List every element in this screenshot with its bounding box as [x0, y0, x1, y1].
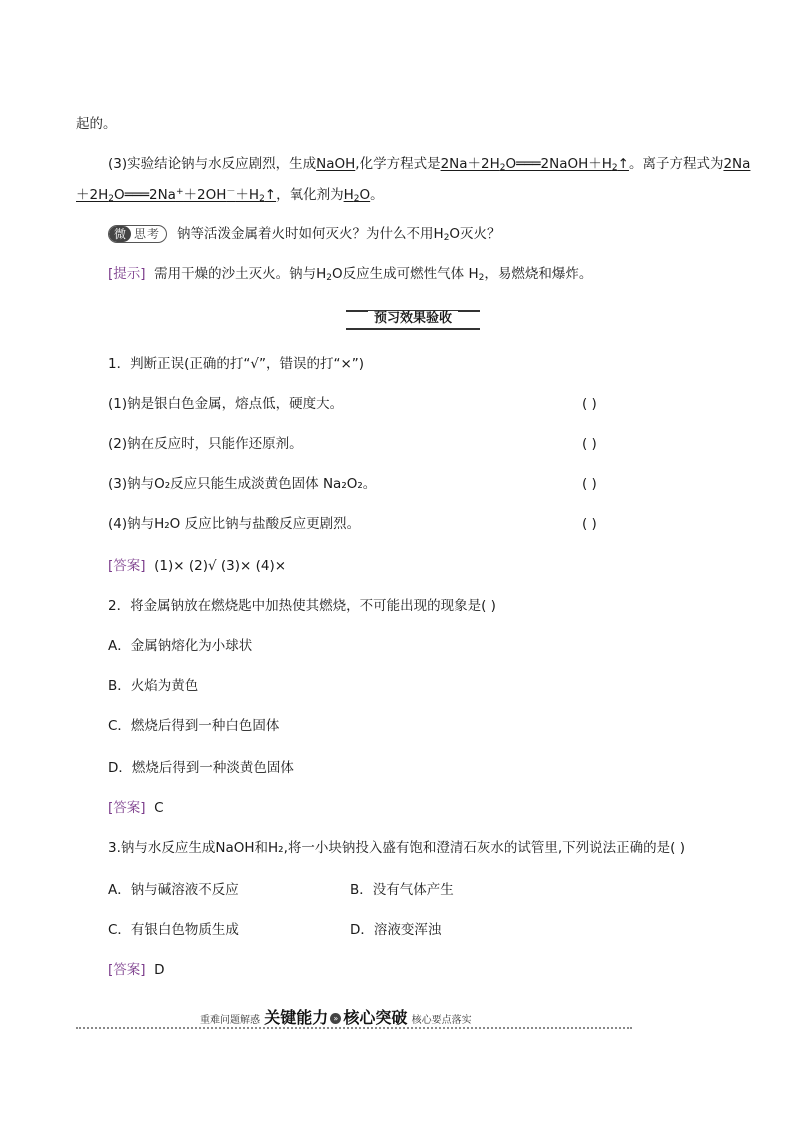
think-hint: [提示] 需用干燥的沙土灭火。钠与$H_2O$反应生成可燃性气体 $H_2$，易燃烧和爆炸。	[108, 266, 593, 283]
q2-option-b: B．火焰为黄色	[108, 678, 199, 694]
paragraph-tail: 起的。	[76, 116, 117, 132]
q2-option-c: C．燃烧后得到一种白色固体	[108, 718, 280, 734]
q3-answer: [答案] D	[108, 962, 165, 978]
double-chevron-icon: »	[330, 1013, 341, 1024]
q1-answer: [答案] (1)× (2)√ (3)× (4)×	[108, 558, 287, 574]
q3-option-d: D．溶液变浑浊	[350, 922, 442, 938]
q3-stem: 3.钠与水反应生成NaOH和H₂,将一小块钠投入盛有饱和澄清石灰水的试管里,下列说法正确的是( )	[108, 840, 685, 856]
section-title: 预习效果验收	[368, 311, 458, 326]
q2-option-a: A．金属钠熔化为小球状	[108, 638, 253, 654]
q1-stem: 1．判断正误(正确的打“√”，错误的打“×”)	[108, 356, 365, 372]
q1-item-1: (1)钠是银白色金属，熔点低，硬度大。	[108, 396, 344, 412]
q1-blank-1: ( )	[582, 396, 597, 412]
think-question: 微 思考 钠等活泼金属着火时如何灭火？为什么不用$H_2O$灭火？	[108, 224, 501, 248]
q3-option-c: C．有银白色物质生成	[108, 922, 239, 938]
q2-option-d: D．燃烧后得到一种淡黄色固体	[108, 760, 294, 776]
experiment-conclusion-line2: $+2H_2O═══2Na^++2OH^-+H_2↑$，氧化剂为$H_2O$。	[76, 187, 384, 204]
q1-item-4: (4)钠与H₂O 反应比钠与盐酸反应更剧烈。	[108, 516, 361, 532]
section-title-box	[346, 310, 480, 328]
q1-blank-4: ( )	[582, 516, 597, 532]
section-banner	[76, 1005, 632, 1029]
banner-left-caption: 重难问题解惑	[200, 1015, 260, 1026]
q2-stem: 2．将金属钠放在燃烧匙中加热使其燃烧，不可能出现的现象是( )	[108, 598, 496, 614]
q1-blank-2: ( )	[582, 436, 597, 452]
q3-option-b: B．没有气体产生	[350, 882, 454, 898]
q1-item-2: (2)钠在反应时，只能作还原剂。	[108, 436, 303, 452]
q2-answer: [答案] C	[108, 800, 164, 816]
q1-item-3: (3)钠与O₂反应只能生成淡黄色固体 Na₂O₂。	[108, 476, 377, 492]
banner-title-a: 关键能力	[264, 1008, 329, 1027]
banner-right-caption: 核心要点落实	[411, 1015, 472, 1026]
banner-title-b: 核心突破	[343, 1008, 408, 1027]
q3-option-a: A．钠与碱溶液不反应	[108, 882, 239, 898]
q1-blank-3: ( )	[582, 476, 597, 492]
think-badge: 微 思考	[108, 225, 167, 243]
experiment-conclusion-line1: (3)实验结论钠与水反应剧烈，生成NaOH,化学方程式是$2Na+2H_2O═══2NaOH+H_2↑$。离子方程式为2Na	[108, 156, 751, 173]
